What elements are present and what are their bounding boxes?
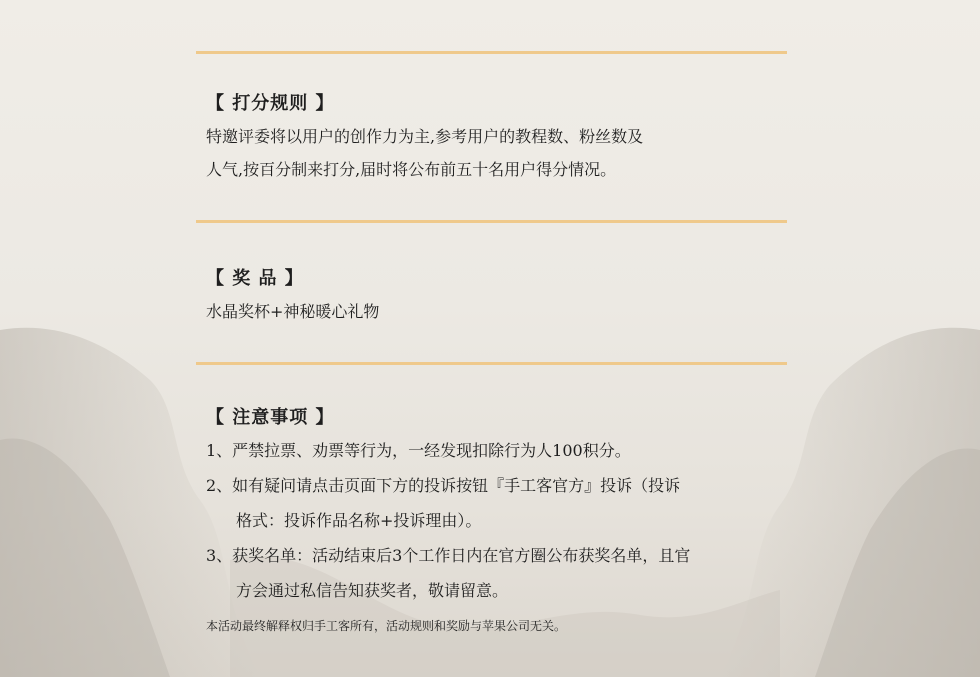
note-item-3: 3、获奖名单：活动结束后3个工作日内在官方圈公布获奖名单，且官 bbox=[206, 546, 691, 565]
notes-heading: 【 注意事项 】 bbox=[206, 407, 335, 428]
scoring-rules-line-2: 人气,按百分制来打分,届时将公布前五十名用户得分情况。 bbox=[206, 160, 617, 179]
note-item-1: 1、严禁拉票、劝票等行为，一经发现扣除行为人100积分。 bbox=[206, 441, 631, 460]
prize-heading: 【 奖 品 】 bbox=[206, 268, 304, 289]
scoring-rules-heading: 【 打分规则 】 bbox=[206, 93, 335, 114]
scoring-rules-line-1: 特邀评委将以用户的创作力为主,参考用户的教程数、粉丝数及 bbox=[206, 127, 644, 146]
prize-text: 水晶奖杯+神秘暖心礼物 bbox=[206, 302, 380, 321]
divider-after-prize bbox=[196, 362, 787, 365]
divider-top bbox=[196, 51, 787, 54]
note-item-2-continued: 格式：投诉作品名称+投诉理由）。 bbox=[236, 511, 482, 530]
divider-after-rules bbox=[196, 220, 787, 223]
disclaimer-footnote: 本活动最终解释权归手工客所有，活动规则和奖励与苹果公司无关。 bbox=[206, 619, 567, 633]
note-item-3-continued: 方会通过私信告知获奖者，敬请留意。 bbox=[236, 581, 509, 600]
note-item-2: 2、如有疑问请点击页面下方的投诉按钮『手工客官方』投诉（投诉 bbox=[206, 476, 681, 495]
